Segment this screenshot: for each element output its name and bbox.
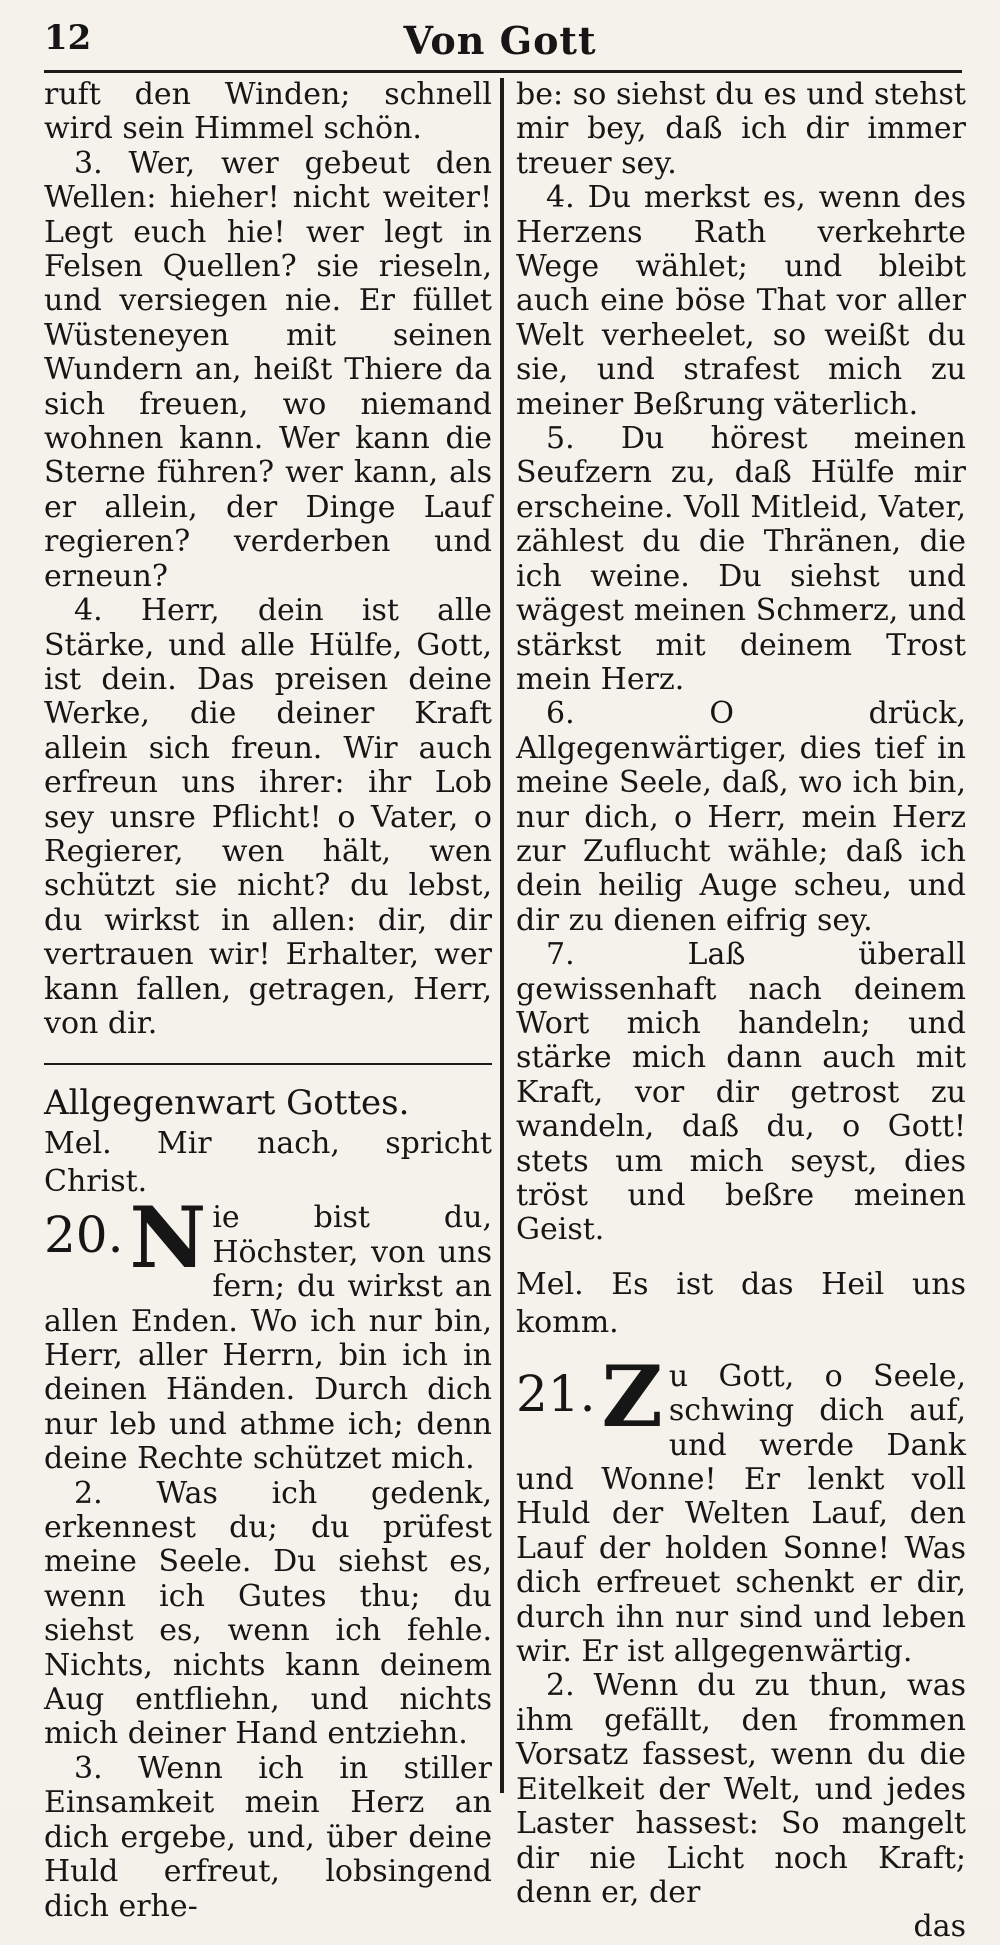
hymn-number: 20. — [44, 1206, 124, 1265]
verse-7: 7. Laß überall gewissenhaft nach deinem Wort mich handeln; und stärke mich dann auch mit Kraft, vor dir getrost zu wandeln, daß du, o Gott! stets um mich seyst, dies tröst und beßre meinen Geist. — [516, 937, 966, 1248]
left-column — [44, 78, 492, 1924]
hymn-number: 21. — [516, 1364, 596, 1423]
continuation-text: ruft den Winden; schnell wird sein Himmel schön. — [44, 77, 492, 147]
hymn-21-verse-2: 2. Wenn du zu thun, was ihm gefällt, den frommen Vorsatz fassest, wenn du die Eitelkeit der Welt, und jedes Laster hassest: So mangelt dir nie Licht noch Kraft; denn er, der — [516, 1668, 966, 1910]
verse-1-text: ie bist du, Höchster, von uns fern; du wirkst an allen Enden. Wo ich nur bin, Herr, aller Herrn, bin ich in deinen Händen. Durch dich nur leb und athme ich; denn deine Rechte schützet mich. — [44, 1200, 492, 1477]
hymn-20 — [44, 1081, 492, 1924]
page-number: 12 — [44, 18, 92, 58]
catchword: das — [913, 1909, 966, 1945]
verse-1-text: u Gott, o Seele, schwing dich auf, und werde Dank und Wonne! Er lenkt voll Huld der Welten Lauf, den Lauf der holden Sonne! Was dich erfreuet schenkt er dir, durch ihn nur sind und leben wir. Er ist allgegenwärtig. — [516, 1358, 966, 1670]
column-divider — [500, 78, 504, 1793]
section-divider — [44, 1063, 492, 1065]
drop-cap: N — [129, 1188, 207, 1288]
header-rule — [44, 70, 962, 73]
hymn-21-verse-1 — [516, 1346, 966, 1670]
right-column — [516, 78, 966, 1945]
verse-3: 3. Wer, wer gebeut den Wellen: hieher! nicht weiter! Legt euch hie! wer legt in Felsen Quellen? sie rieseln, und versiegen nie. Er füllet Wüsteneyen mit seinen Wundern an, heißt Thiere da sich freuen, wo niemand wohnen kann. Wer kann die Sterne führen? wer kann, als er allein, der Dinge Lauf regieren? verderben und erneun? — [44, 145, 492, 594]
drop-cap: Z — [601, 1346, 663, 1446]
verse-4: 4. Du merkst es, wenn des Herzens Rath verkehrte Wege wählet; und bleibt auch eine böse That vor aller Welt verheelet, so weißt du sie, und strafest mich zu meiner Beßrung väterlich. — [516, 180, 966, 422]
melody-line: Mel. Es ist das Heil uns komm. — [516, 1266, 966, 1340]
hymn-20-verse-2: 2. Was ich gedenk, erkennest du; du prüfest meine Seele. Du siehst es, wenn ich Gutes thu; du siehst es, wenn ich fehle. Nichts, nichts kann deinem Aug entfliehn, und nichts mich deiner Hand entziehn. — [44, 1475, 492, 1752]
hymn-21 — [516, 1266, 966, 1945]
verse-4: 4. Herr, dein ist alle Stärke, und alle Hülfe, Gott, ist dein. Das preisen deine Werke, die deiner Kraft allein sich freun. Wir auch erfreun uns ihrer: ihr Lob sey unsre Pflicht! o Vater, o Regierer, wen hält, wen schützt sie nicht? du lebst, du wirkst in allen: dir, dir vertrauen wir! Erhalter, wer kann fallen, getragen, Herr, von dir. — [44, 593, 492, 1041]
melody-line: Mel. Mir nach, spricht Christ. — [44, 1126, 492, 1200]
hymn-20-verse-1 — [44, 1188, 492, 1477]
continuation-text: be: so siehst du es und stehst mir bey, daß ich dir immer treuer sey. — [516, 77, 966, 181]
hymn-title: Allgegenwart Gottes. — [44, 1083, 410, 1124]
verse-6: 6. O drück, Allgegenwärtiger, dies tief in meine Seele, daß, wo ich bin, nur dich, o Herr, mein Herz zur Zuflucht wähle; daß ich dein heilig Auge scheu, und dir zu dienen eifrig sey. — [516, 696, 966, 938]
verse-5: 5. Du hörest meinen Seufzern zu, daß Hülfe mir erscheine. Voll Mitleid, Vater, zählest du die Thränen, die ich weine. Du siehst und wägest meinen Schmerz, und stärkst mit deinem Trost mein Herz. — [516, 421, 966, 697]
running-head: Von Gott — [403, 18, 597, 63]
hymn-20-verse-3: 3. Wenn ich in stiller Einsamkeit mein Herz an dich ergebe, und, über deine Huld erfreut, lobsingend dich erhe- — [44, 1750, 492, 1924]
